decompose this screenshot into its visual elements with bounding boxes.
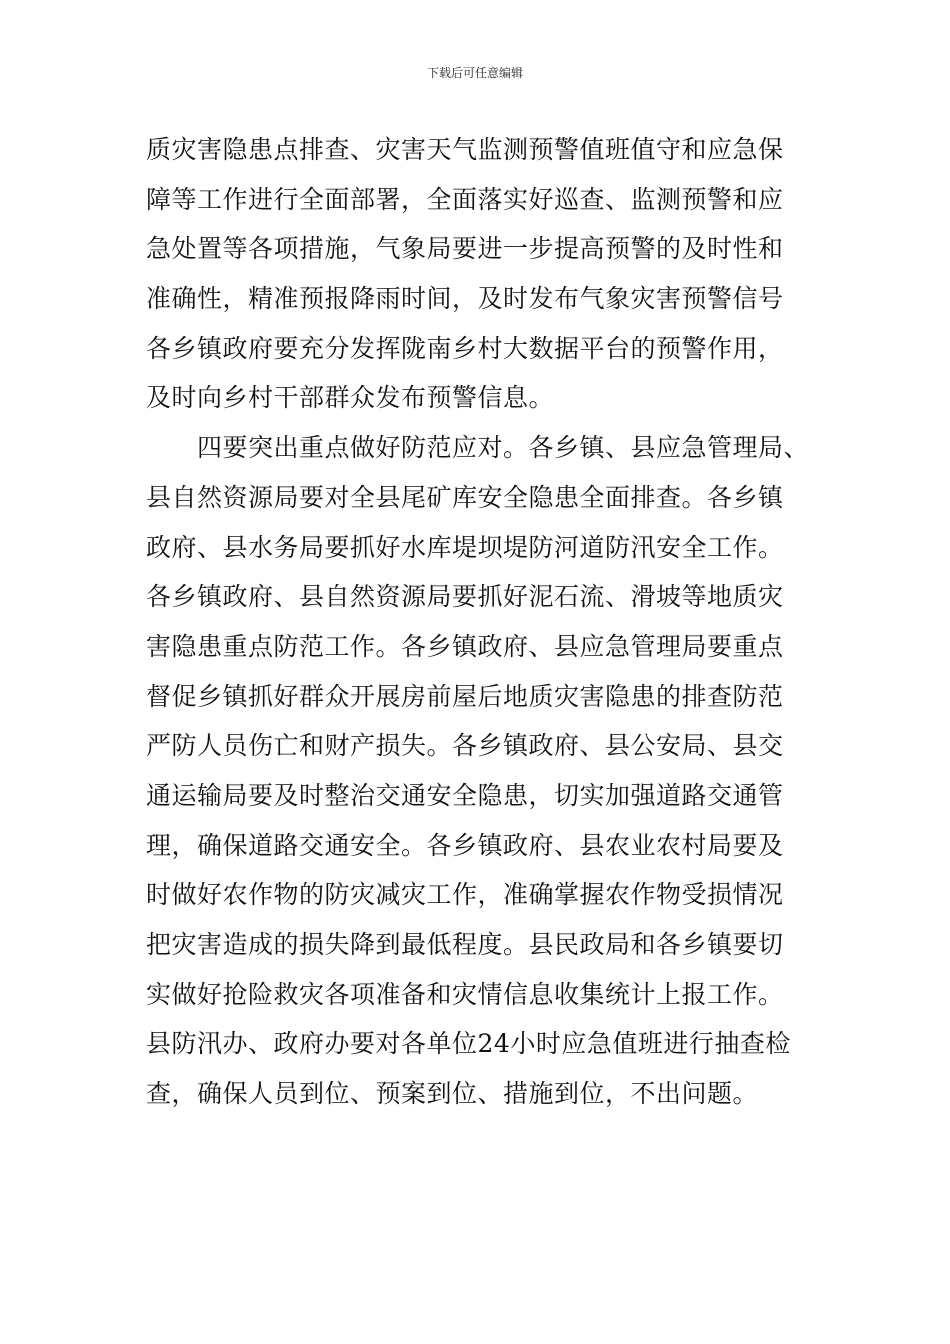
text-line: 理，确保道路交通安全。各乡镇政府、县农业农村局要及 (146, 830, 784, 860)
text-line: 严防人员伤亡和财产损失。各乡镇政府、县公安局、县交 (146, 731, 784, 761)
text-line: 县自然资源局要对全县尾矿库安全隐患全面排查。各乡镇 (146, 482, 784, 512)
text-line: 督促乡镇抓好群众开展房前屋后地质灾害隐患的排查防范 (146, 681, 784, 711)
text-line: 政府、县水务局要抓好水库堤坝堤防河道防汛安全工作。 (146, 532, 784, 562)
text-line: 通运输局要及时整治交通安全隐患，切实加强道路交通管 (146, 780, 784, 810)
text-line: 质灾害隐患点排查、灾害天气监测预警值班值守和应急保 (146, 135, 784, 164)
text-line: 实做好抢险救灾各项准备和灾情信息收集统计上报工作。 (146, 979, 784, 1009)
document-body (146, 125, 826, 1119)
page-header: 下载后可任意编辑 (426, 66, 523, 80)
text-line: 把灾害造成的损失降到最低程度。县民政局和各乡镇要切 (146, 930, 784, 959)
text-line: 各乡镇政府要充分发挥陇南乡村大数据平台的预警作用， (146, 333, 784, 363)
text-line: 害隐患重点防范工作。各乡镇政府、县应急管理局要重点 (146, 631, 784, 661)
text-line: 急处置等各项措施，气象局要进一步提高预警的及时性和 (146, 234, 784, 264)
text-line: 查，确保人员到位、预案到位、措施到位，不出问题。 (146, 1079, 759, 1109)
text-line: 准确性，精准预报降雨时间，及时发布气象灾害预警信号 (146, 284, 784, 314)
text-line: 障等工作进行全面部署，全面落实好巡查、监测预警和应 (146, 184, 784, 214)
text-line: 及时向乡村干部群众发布预警信息。 (146, 383, 555, 413)
text-line: 各乡镇政府、县自然资源局要抓好泥石流、滑坡等地质灾 (146, 582, 784, 612)
text-line: 县防汛办、政府办要对各单位24小时应急值班进行抽查检 (146, 1029, 791, 1059)
text-line: 时做好农作物的防灾减灾工作，准确掌握农作物受损情况 (146, 880, 784, 910)
text-line: 四要突出重点做好防范应对。各乡镇、县应急管理局、 (146, 433, 810, 463)
